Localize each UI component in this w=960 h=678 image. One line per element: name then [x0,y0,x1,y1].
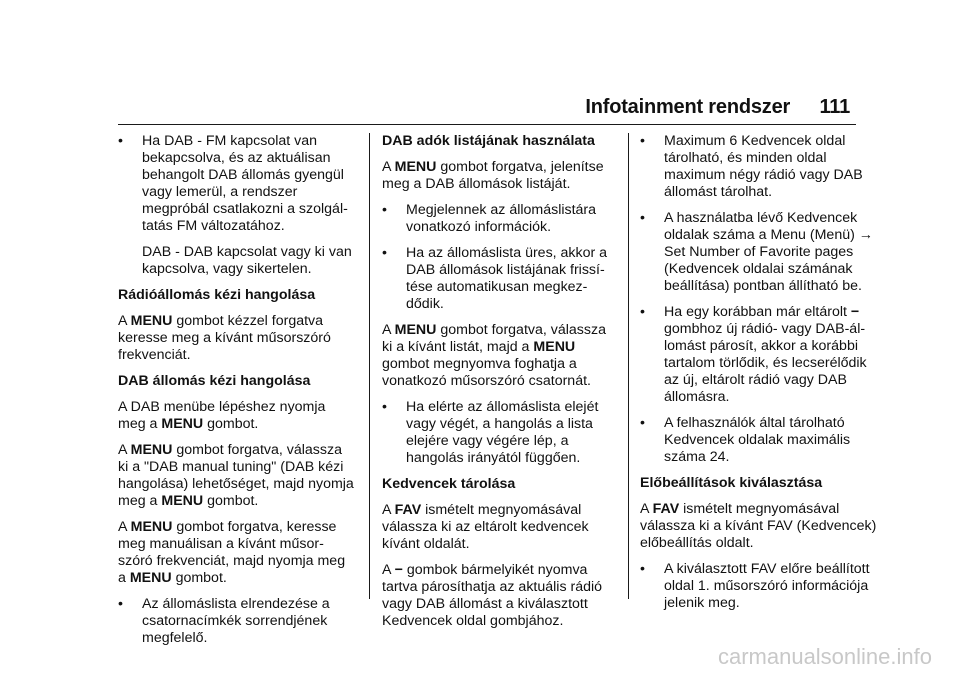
list-item-text: Ha elérte az állomáslista elejét vagy végét, a hangolás a lista elejére vagy végére lép, a hangolás irányától függően. [406,399,599,466]
paragraph: A − gombok bármelyikét nyomva tartva párosíthatja az aktuális rádió vagy DAB állomást a kiválasztott Kedvencek oldal gombjához. [382,562,603,629]
bullet: • [640,561,645,577]
paragraph: A MENU gombot forgatva, válassza ki a kívánt listát, majd a MENU gombot megnyomva foghatja a vonatkozó műsorszóró csatornát. [382,322,606,389]
fav-key-label: FAV [652,501,680,517]
page-header [585,96,850,119]
list-item-text: Az állomáslista elrendezése a csatornacímkék sorrendjének megfelelő. [142,596,330,646]
column-divider-2 [628,133,629,599]
paragraph: A FAV ismételt megnyomásával válassza ki a kívánt FAV (Kedvencek) előbeállítás oldalt. [640,501,877,551]
bullet: • [382,202,387,218]
page-number: 111 [819,96,850,118]
paragraph: A MENU gombot kézzel forgatva keresse meg a kívánt műsorszóró frekvenciát. [118,313,331,363]
paragraph: A FAV ismételt megnyomásával válassza ki az eltárolt kedvencek kívánt oldalát. [382,502,589,552]
section-heading: Rádióállomás kézi hangolása [118,287,316,303]
menu-key-label: MENU [130,442,173,458]
list-item [640,133,884,201]
bullet: • [640,304,645,320]
menu-key-label: MENU [130,313,173,329]
column-1 [118,133,356,656]
list-item [118,596,356,647]
sub-paragraph: DAB - DAB kapcsolat vagy ki van kapcsolva, vagy sikertelen. [142,244,352,277]
header-divider [118,124,856,125]
watermark: carmanualsonline.info [717,644,932,669]
column-divider-1 [369,133,370,599]
list-item [382,245,620,313]
section-heading: Előbeállítások kiválasztása [640,475,823,491]
list-item [640,304,884,406]
paragraph: A DAB menübe lépéshez nyomja meg a MENU gombot. [118,399,326,432]
list-item [118,133,356,235]
list-item-text: Megjelennek az állomáslistára vonatkozó információk. [406,202,597,235]
minus-key-label: − [394,562,403,578]
menu-key-label: MENU [533,339,576,355]
list-item [382,399,620,467]
bullet: • [382,245,387,261]
section-heading: DAB adók listájának használata [382,133,595,149]
menu-key-label: MENU [130,519,173,535]
menu-key-label: MENU [129,570,172,586]
list-item [382,202,620,236]
list-item [640,210,884,295]
menu-key-label: MENU [161,416,204,432]
menu-key-label: MENU [161,493,204,509]
fav-key-label: FAV [394,502,422,518]
list-item-text: Ha az állomáslista üres, akkor a DAB állomások listájának frissí‐tése automatikusan megkez‐dődik. [406,245,608,312]
paragraph: A MENU gombot forgatva, keresse meg manuálisan a kívánt műsor‐szóró frekvenciát, majd nyomja meg a MENU gombot. [118,519,346,586]
page-title: Infotainment rendszer [585,96,791,118]
list-item-text: Ha DAB - FM kapcsolat van bekapcsolva, és az aktuálisan behangolt DAB állomás gyengül vagy lemerül, a rendszer megpróbál csatlakozni a szolgál‐tatás FM változatához. [142,133,348,234]
menu-key-label: MENU [394,159,437,175]
paragraph: A MENU gombot forgatva, jelenítse meg a DAB állomások listáját. [382,159,604,192]
minus-key-label: − [850,304,860,320]
list-item-text: A kiválasztott FAV előre beállított oldal 1. műsorszóró információja jelenik meg. [664,561,870,611]
list-item-text: A használatba lévő Kedvencek oldalak száma a Menu (Menü) → Set Number of Favorite pages (Kedvencek oldalai számának beállítása) pontban állítható be. [664,210,873,294]
bullet: • [118,133,123,149]
bullet: • [382,399,387,415]
list-item-text: A felhasználók által tárolható Kedvencek oldalak maximális száma 24. [664,415,851,465]
menu-key-label: MENU [394,322,437,338]
bullet: • [640,210,645,226]
column-3 [640,133,884,621]
bullet: • [118,596,123,612]
list-item-text: Ha egy korábban már eltárolt − gombhoz új rádió- vagy DAB-ál‐lomást párosít, akkor a korábbi tartalom törlődik, és lecserélődik az új, eltárolt rádió vagy DAB állomásra. [664,304,867,405]
section-heading: DAB állomás kézi hangolása [118,373,311,389]
bullet: • [640,133,645,149]
section-heading: Kedvencek tárolása [382,476,516,492]
column-2 [382,133,620,639]
paragraph: A MENU gombot forgatva, válassza ki a "DAB manual tuning" (DAB kézi hangolása) lehetőséget, majd nyomja meg a MENU gombot. [118,442,354,509]
list-item [640,561,884,612]
list-item [640,415,884,466]
bullet: • [640,415,645,431]
list-item-text: Maximum 6 Kedvencek oldal tárolható, és minden oldal maximum négy rádió vagy DAB állomást tárolhat. [664,133,863,200]
